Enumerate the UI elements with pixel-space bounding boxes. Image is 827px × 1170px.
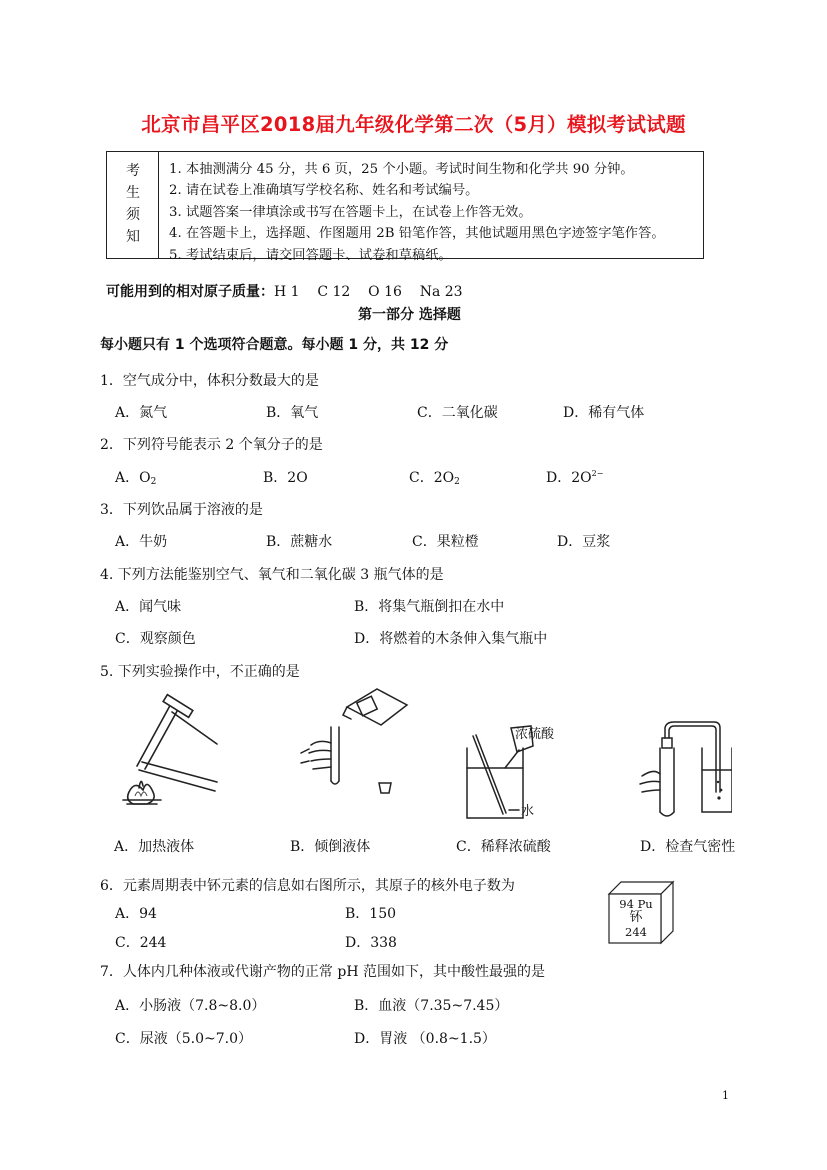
option: D．稀有气体: [563, 405, 645, 421]
exam-notice-box: [106, 151, 704, 263]
element-name: 钚: [629, 910, 643, 925]
option: D．检查气密性: [640, 839, 736, 855]
option: [546, 467, 603, 487]
subscript: 2: [454, 477, 460, 487]
element-box-plutonium: [607, 880, 675, 945]
option: C．稀释浓硫酸: [456, 839, 551, 855]
notice-label: [107, 152, 159, 258]
option: D．豆浆: [557, 534, 611, 550]
option: B．氧气: [266, 405, 319, 421]
option: [263, 467, 308, 487]
option-text: D．2O: [546, 470, 592, 486]
water-label: 水: [521, 804, 535, 819]
option: C．二氧化碳: [417, 405, 498, 421]
question-stem: 3．下列饮品属于溶液的是: [100, 502, 263, 518]
notice-item: 1. 本抽测满分 45 分，共 6 页，25 个小题。考试时间生物和化学共 90 分钟。: [169, 162, 634, 177]
option-text: B．2O: [263, 470, 308, 486]
superscript: 2−: [591, 469, 604, 478]
option: A．加热液体: [114, 839, 195, 855]
element-mass: 244: [625, 925, 647, 939]
notice-item: 5. 考试结束后，请交回答题卡、试卷和草稿纸。: [169, 247, 452, 263]
page-number: 1: [722, 1089, 729, 1102]
option: C．果粒橙: [412, 534, 479, 550]
element-box-text: [611, 897, 661, 939]
option: A．94: [115, 906, 157, 922]
subscript: 2: [150, 477, 157, 487]
element-number-symbol: 94 Pu: [619, 897, 653, 911]
notice-item: 2. 请在试卷上准确填写学校名称、姓名和考试编号。: [169, 183, 479, 199]
option: A．闻气味: [115, 599, 182, 615]
pouring-liquid-illustration: [297, 683, 412, 803]
question-stem: 2．下列符号能表示 2 个氧分子的是: [100, 437, 323, 453]
option: A．牛奶: [115, 534, 168, 550]
option-text: A．O: [115, 470, 151, 486]
atomic-mass-values: H 1 C 12 O 16 Na 23: [274, 284, 463, 300]
heating-liquid-illustration: [117, 692, 229, 810]
notice-label-char: 考: [126, 163, 140, 179]
instruction: 每小题只有 1 个选项符合题意。每小题 1 分，共 12 分: [100, 337, 449, 353]
option: C．244: [115, 935, 167, 951]
option: D．将燃着的木条伸入集气瓶中: [354, 631, 548, 647]
notice-label-char: 知: [126, 229, 140, 245]
notice-items: [169, 159, 665, 266]
question-stem: 4. 下列方法能鉴别空气、氧气和二氧化碳 3 瓶气体的是: [100, 567, 444, 583]
acid-label: 浓硫酸: [515, 727, 555, 742]
notice-item: 4. 在答题卡上，选择题、作图题用 2B 铅笔作答，其他试题用黑色字迹签字笔作答。: [169, 226, 665, 242]
question-stem: 5. 下列实验操作中，不正确的是: [100, 664, 300, 680]
option: C．观察颜色: [115, 631, 196, 647]
option: D．胃液 （0.8~1.5）: [354, 1031, 496, 1047]
option: B．将集气瓶倒扣在水中: [354, 599, 505, 615]
question-stem: 7．人体内几种体液或代谢产物的正常 pH 范围如下，其中酸性最强的是: [100, 964, 545, 980]
atomic-mass-line: [106, 281, 463, 301]
option: B．血液（7.35~7.45）: [354, 998, 509, 1014]
option: C．尿液（5.0~7.0）: [115, 1031, 252, 1047]
option: [409, 467, 460, 487]
notice-item: 3. 试题答案一律填涂或书写在答题卡上，在试卷上作答无效。: [169, 204, 532, 220]
question-stem: 6．元素周期表中钚元素的信息如右图所示，其原子的核外电子数为: [100, 878, 515, 894]
notice-label-char: 须: [126, 207, 140, 223]
atomic-mass-label: 可能用到的相对原子质量：: [106, 284, 274, 300]
page-title: 北京市昌平区2018届九年级化学第二次（5月）模拟考试试题: [141, 113, 686, 136]
option-text: C．2O: [409, 470, 455, 486]
option: B．倾倒液体: [290, 839, 371, 855]
option: A．小肠液（7.8~8.0）: [115, 998, 266, 1014]
option: A．氮气: [115, 405, 168, 421]
option: B．150: [345, 906, 397, 922]
option: D．338: [345, 935, 397, 951]
airtightness-check-illustration: [632, 720, 732, 820]
part-heading: 第一部分 选择题: [358, 307, 461, 323]
notice-label-char: 生: [126, 185, 140, 201]
option: [115, 467, 156, 487]
question-stem: 1．空气成分中，体积分数最大的是: [100, 373, 319, 389]
diluting-acid-illustration: [461, 722, 571, 828]
option: B．蔗糖水: [266, 534, 333, 550]
